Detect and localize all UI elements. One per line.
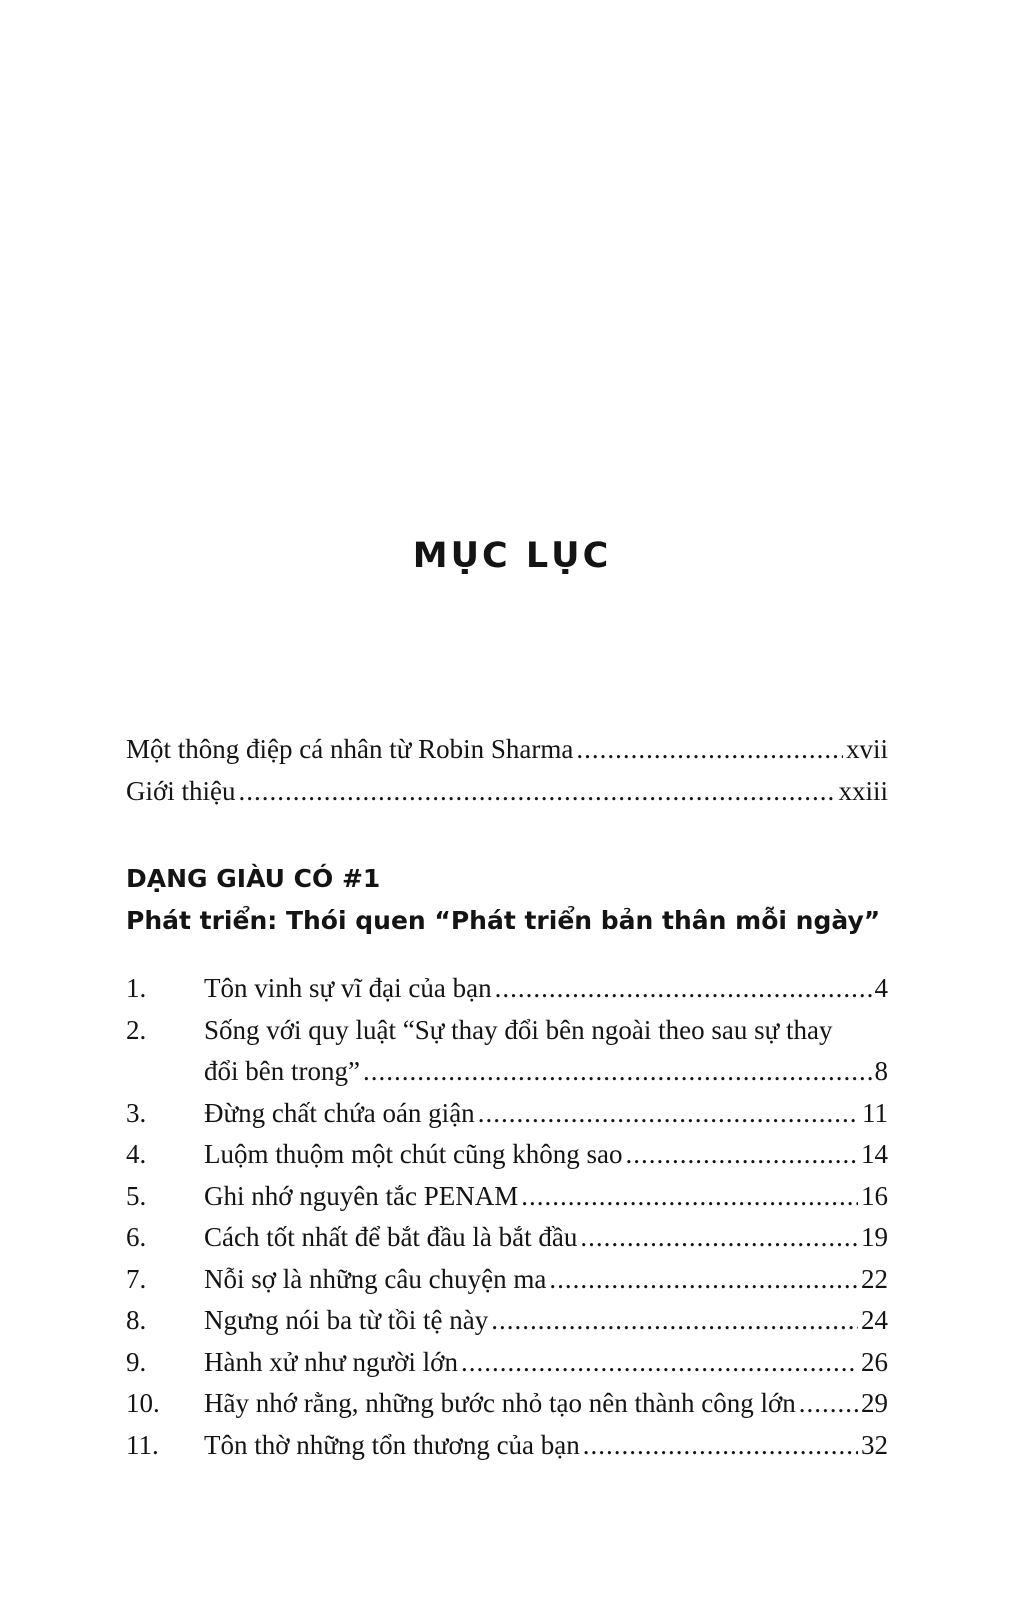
- chapter-title: Đừng chất chứa oán giận: [204, 1097, 475, 1128]
- chapter-page: 19: [861, 1222, 888, 1252]
- chapter-title: Tôn thờ những tổn thương của bạn: [204, 1429, 580, 1460]
- chapter-number: 2.: [126, 1014, 147, 1045]
- dot-leader: [491, 1300, 858, 1342]
- chapter-entry[interactable]: [126, 1342, 888, 1384]
- chapter-page: 8: [874, 1056, 888, 1086]
- dot-leader: [521, 1176, 858, 1218]
- toc-entry-page: xxiii: [838, 776, 888, 806]
- chapter-entry[interactable]: [126, 1176, 888, 1218]
- chapter-entry[interactable]: [126, 1259, 888, 1301]
- chapter-title: Nỗi sợ là những câu chuyện ma: [204, 1263, 547, 1294]
- chapter-number: 4.: [126, 1139, 147, 1169]
- chapter-number: 10.: [126, 1388, 160, 1418]
- chapter-list: [126, 968, 888, 1466]
- chapter-page: 32: [861, 1429, 888, 1460]
- dot-leader: [239, 770, 836, 812]
- dot-leader: [363, 1051, 872, 1093]
- chapter-number: 8.: [126, 1305, 147, 1335]
- toc-entry-label: Giới thiệu: [126, 776, 236, 806]
- chapter-title: Tôn vinh sự vĩ đại của bạn: [204, 973, 492, 1003]
- chapter-page: 14: [861, 1139, 888, 1169]
- toc-entry[interactable]: [126, 770, 888, 812]
- dot-leader: [478, 1093, 859, 1135]
- chapter-number: 11.: [126, 1429, 159, 1460]
- dot-leader: [583, 1425, 858, 1467]
- chapter-number: 5.: [126, 1180, 147, 1211]
- dot-leader: [625, 1134, 858, 1176]
- dot-leader: [580, 1217, 858, 1259]
- chapter-title: Ghi nhớ nguyên tắc PENAM: [204, 1180, 519, 1211]
- chapter-entry[interactable]: [126, 1093, 888, 1135]
- chapter-title-line-2: đổi bên trong”: [204, 1056, 360, 1086]
- dot-leader: [495, 968, 872, 1010]
- chapter-entry[interactable]: [126, 1383, 888, 1425]
- chapter-entry[interactable]: [126, 968, 888, 1010]
- chapter-number: 7.: [126, 1263, 147, 1294]
- front-matter-list: [126, 728, 888, 812]
- chapter-page: 16: [861, 1180, 888, 1211]
- chapter-number: 6.: [126, 1222, 147, 1252]
- chapter-entry[interactable]: [126, 1010, 888, 1093]
- chapter-entry[interactable]: [126, 1217, 888, 1259]
- chapter-title: Ngưng nói ba từ tồi tệ này: [204, 1305, 489, 1335]
- page-title: MỤC LỤC: [412, 536, 612, 576]
- toc-entry[interactable]: [126, 728, 888, 770]
- dot-leader: [576, 728, 843, 770]
- chapter-title: Cách tốt nhất để bắt đầu là bắt đầu: [204, 1222, 578, 1252]
- chapter-number: 9.: [126, 1346, 147, 1377]
- chapter-number: 3.: [126, 1097, 147, 1128]
- chapter-entry[interactable]: [126, 1300, 888, 1342]
- chapter-entry[interactable]: [126, 1425, 888, 1467]
- section-heading: [126, 858, 906, 942]
- section-subtitle: Phát triển: Thói quen “Phát triển bản thân mỗi ngày”: [126, 906, 881, 935]
- chapter-page: 26: [861, 1346, 888, 1377]
- chapter-page: 22: [861, 1263, 888, 1294]
- chapter-entry[interactable]: [126, 1134, 888, 1176]
- chapter-page: 4: [874, 973, 888, 1003]
- chapter-title: Hành xử như người lớn: [204, 1346, 458, 1377]
- chapter-title-line-1: Sống với quy luật “Sự thay đổi bên ngoài theo sau sự thay: [204, 1014, 833, 1045]
- chapter-number: 1.: [126, 973, 147, 1003]
- toc-entry-page: xvii: [845, 734, 888, 764]
- dot-leader: [549, 1259, 858, 1301]
- chapter-title: Luộm thuộm một chút cũng không sao: [204, 1139, 623, 1169]
- chapter-page: 11: [862, 1097, 888, 1128]
- chapter-page: 24: [861, 1305, 888, 1335]
- dot-leader: [461, 1342, 858, 1384]
- dot-leader: [799, 1383, 858, 1425]
- toc-entry-label: Một thông điệp cá nhân từ Robin Sharma: [126, 734, 574, 764]
- section-number: DẠNG GIÀU CÓ #1: [126, 864, 381, 893]
- chapter-title: Hãy nhớ rằng, những bước nhỏ tạo nên thành công lớn: [204, 1388, 796, 1418]
- chapter-page: 29: [861, 1388, 888, 1418]
